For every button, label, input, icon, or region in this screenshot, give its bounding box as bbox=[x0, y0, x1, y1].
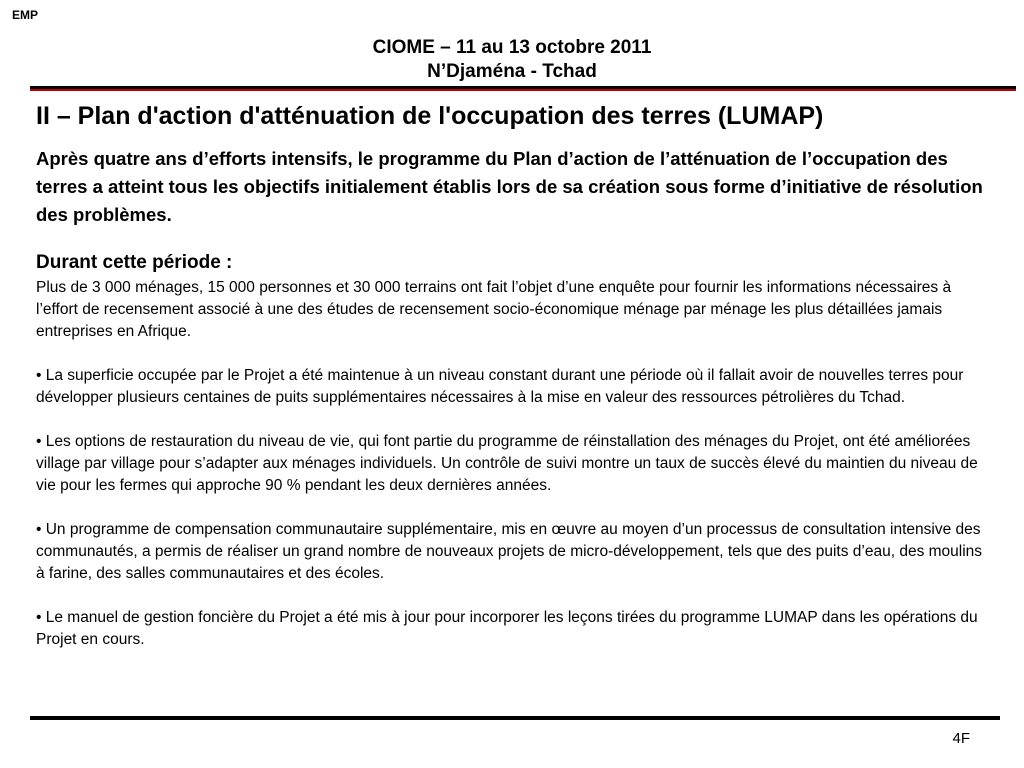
spacer bbox=[36, 497, 988, 519]
corner-label: EMP bbox=[12, 8, 39, 22]
paragraph-livelihood-restoration: • Les options de restauration du niveau de vie, qui font partie du programme de réinstallation des ménages du Projet, ont été améliorées village par village pour s’adapter aux ménages individuels. Un contrôle de suivi montre un taux de succès élevé du maintien du niveau de vie pour les fermes qui approche 90 % pendant les deux dernières années. bbox=[36, 433, 978, 494]
paragraph-land-area: • La superficie occupée par le Projet a été maintenue à un niveau constant durant une période où il fallait avoir de nouvelles terres pour développer plusieurs centaines de puits supplémentaires nécessaires à la mise en valeur des ressources pétrolières du Tchad. bbox=[36, 367, 964, 406]
period-heading: Durant cette période : bbox=[36, 252, 233, 273]
paragraph-community-compensation: • Un programme de compensation communautaire supplémentaire, mis en œuvre au moyen d’un processus de consultation intensive des communautés, a permis de réaliser un grand nombre de nouveaux projets de micro-développement, tels que des puits d’eau, des moulins à farine, des salles communautaires et des écoles. bbox=[36, 521, 983, 582]
conference-title-line2: N’Djaména - Tchad bbox=[427, 61, 597, 82]
spacer bbox=[36, 343, 988, 365]
spacer bbox=[36, 585, 988, 607]
paragraph-land-manual: • Le manuel de gestion foncière du Projet a été mis à jour pour incorporer les leçons tirées du programme LUMAP dans les opérations du Projet en cours. bbox=[36, 609, 978, 648]
section-title: II – Plan d'action d'atténuation de l'occupation des terres (LUMAP) bbox=[36, 102, 824, 130]
spacer bbox=[36, 409, 988, 431]
footer-divider bbox=[30, 716, 1000, 720]
header-divider-accent bbox=[30, 89, 1016, 91]
slide-content bbox=[36, 145, 988, 651]
conference-title bbox=[0, 36, 1024, 84]
slide-number: 4F bbox=[952, 730, 970, 747]
intro-paragraph: Après quatre ans d’efforts intensifs, le programme du Plan d’action de l’atténuation de l’occupation des terres a atteint tous les objectifs initialement établis lors de sa création sous forme d’initiative de résolution des problèmes. bbox=[36, 148, 983, 225]
conference-title-line1: CIOME – 11 au 13 octobre 2011 bbox=[372, 37, 652, 58]
paragraph-households-survey: Plus de 3 000 ménages, 15 000 personnes et 30 000 terrains ont fait l’objet d’une enquête pour fournir les informations nécessaires à l’effort de recensement associé à une des études de recensement socio-économique ménage par ménage les plus détaillées jamais entreprises en Afrique. bbox=[36, 279, 952, 340]
